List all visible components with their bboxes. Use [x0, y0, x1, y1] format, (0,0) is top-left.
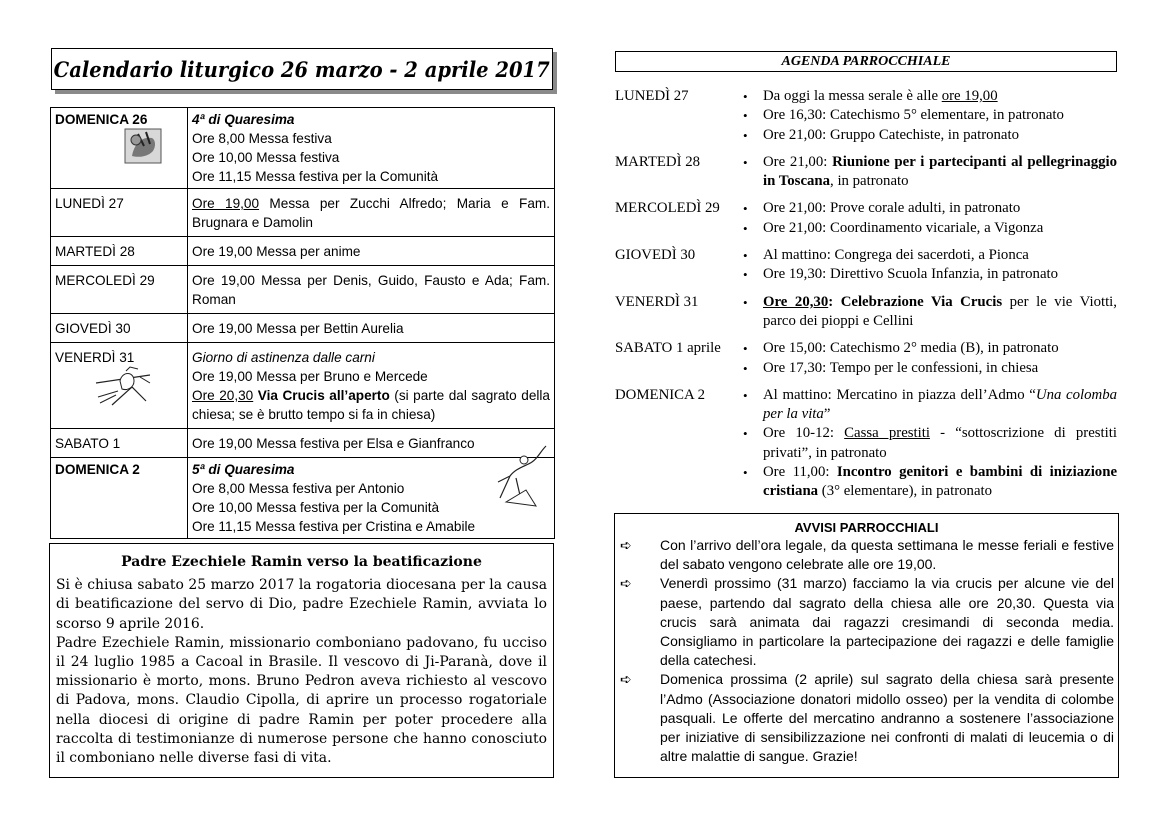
day-cell: GIOVEDÌ 30 — [51, 314, 188, 343]
arrow-icon: ➪ — [620, 671, 632, 688]
mass-time: Ore 19,00 — [192, 196, 260, 211]
mass-text: Messa per Zucchi Alfredo; Maria e Fam. Brugnara e Damolin — [192, 196, 550, 230]
agenda-day: MERCOLEDÌ 29 — [615, 200, 720, 217]
agenda-time: Ore 20,30 — [763, 293, 829, 310]
agenda-text: (3° elementare), in patronato — [818, 483, 993, 500]
agenda-text: Al mattino: Mercatino in piazza dell’Admo “ — [763, 386, 1036, 403]
agenda-item: • Ore 21,00: Gruppo Catechiste, in patronato — [763, 126, 1117, 145]
agenda-text: Ore 21,00: — [763, 153, 833, 170]
avvisi-title: AVVISI PARROCCHIALI — [794, 520, 939, 535]
mass-text: (si parte dal sagrato della chiesa; se è brutto tempo si fa in chiesa) — [192, 388, 550, 422]
agenda-item — [763, 153, 1117, 192]
mass-cell — [188, 108, 555, 189]
agenda-item — [763, 293, 1117, 332]
agenda-items — [735, 339, 1117, 378]
table-row — [51, 266, 555, 314]
mass-line: Ore 8,00 Messa festiva per Antonio — [192, 481, 405, 496]
agenda-day: SABATO 1 aprile — [615, 340, 721, 357]
day-cell: DOMENICA 26 — [51, 108, 188, 189]
agenda-items — [735, 87, 1117, 145]
agenda-text: ” — [823, 406, 831, 423]
article-paragraph: Padre Ezechiele Ramin, missionario comboniano padovano, fu ucciso il 24 luglio 1985 a Cacoal in Brasile. Il vescovo di Ji-Paranà, dove il missionario è morto, mons. Bruno Pedron aveva richiesto al vescovo di Padova, mons. Claudio Cipolla, di aprire un processo rogatoriale nella diocesi di origine di padre Ramin per poter procedere alla raccolta di testimonianze di numerose persone che hanno conosciuto il comboniano nelle diverse fasi di vita. — [56, 634, 547, 767]
agenda-text: Ore 10-12: — [763, 425, 845, 442]
agenda-item — [763, 463, 1117, 502]
agenda-day-row — [615, 293, 1117, 332]
agenda-item: • Ore 16,30: Catechismo 5° elementare, in patronato — [763, 106, 1117, 125]
agenda-item: • Ore 15,00: Catechismo 2° media (B), in patronato — [763, 339, 1117, 358]
agenda-item: • Al mattino: Congrega dei sacerdoti, a Pionca — [763, 246, 1117, 265]
table-row — [51, 343, 555, 429]
agenda-title: AGENDA PARROCCHIALE — [615, 51, 1117, 72]
table-row — [51, 108, 555, 189]
agenda-day: VENERDÌ 31 — [615, 293, 699, 310]
day-cell: SABATO 1 — [51, 429, 188, 458]
agenda-day-row — [615, 339, 1117, 378]
agenda-item — [763, 87, 1117, 106]
via-crucis-label: Via Crucis all’aperto — [257, 388, 390, 403]
mass-time: Ore 20,30 — [192, 388, 254, 403]
agenda-item: • Ore 21,00: Prove corale adulti, in patronato — [763, 199, 1117, 218]
agenda-item — [763, 386, 1117, 425]
mass-line: Ore 19,00 Messa per Bruno e Mercede — [192, 369, 428, 384]
agenda-text: Da oggi la messa serale è alle — [763, 88, 942, 104]
mass-line: Ore 8,00 Messa festiva — [192, 131, 332, 146]
calendar-title-box — [51, 48, 553, 90]
mass-heading: 4ª di Quaresima — [192, 112, 295, 127]
agenda-bold: Riunione per i partecipanti al pellegrinaggio in Toscana — [763, 153, 1117, 190]
avviso-text: Domenica prossima (2 aprile) sul sagrato della chiesa sarà presente l’Admo (Associazione donatori midollo osseo) per la vendita di colombe pasquali. Le offerte del mercatino andranno a sostenere l’associazione per iniziative di sensibilizzazione nei confronti di malati di leucemia o di altre malattie di sangue. Grazie! — [660, 671, 1114, 765]
mass-cell: Ore 19,00 Messa per Denis, Guido, Fausto e Ada; Fam. Roman — [188, 266, 555, 314]
table-row — [51, 237, 555, 266]
table-row — [51, 189, 555, 237]
agenda-day: LUNEDÌ 27 — [615, 88, 689, 104]
agenda-text: Ore 11,00: — [763, 464, 837, 481]
mass-cell — [188, 458, 555, 539]
agenda-item: • Ore 17,30: Tempo per le confessioni, in chiesa — [763, 359, 1117, 378]
avvisi-box — [614, 513, 1119, 778]
agenda-items — [735, 386, 1117, 502]
day-cell: MERCOLEDÌ 29 — [51, 266, 188, 314]
agenda-italic: Una colomba per la vita — [763, 386, 1117, 423]
arrow-icon: ➪ — [620, 575, 632, 592]
liturgy-table — [50, 107, 555, 539]
agenda-items — [735, 293, 1117, 332]
day-cell: MARTEDÌ 28 — [51, 237, 188, 266]
avviso-text: Con l’arrivo dell’ora legale, da questa settimana le messe feriali e festive del sabato vengono celebrate alle ore 19,00. — [660, 537, 1114, 573]
mass-line: Ore 10,00 Messa festiva per la Comunità — [192, 500, 440, 515]
day-cell: DOMENICA 2 — [51, 458, 188, 539]
mass-line: Ore 10,00 Messa festiva — [192, 150, 340, 165]
agenda-day-row — [615, 246, 1117, 285]
mass-cell — [188, 189, 555, 237]
day-cell: VENERDÌ 31 — [51, 343, 188, 429]
agenda-item: • Ore 19,30: Direttivo Scuola Infanzia, in patronato — [763, 265, 1117, 284]
ramin-article — [49, 543, 554, 778]
mass-heading: Giorno di astinenza dalle carni — [192, 350, 375, 365]
praying-figure-illustration — [124, 126, 164, 166]
arrow-icon: ➪ — [620, 537, 632, 553]
article-paragraph: Si è chiusa sabato 25 marzo 2017 la rogatoria diocesana per la causa di beatificazione del servo di Dio, padre Ezechiele Ramin, avviata lo scorso 9 aprile 2016. — [56, 577, 547, 632]
table-row — [51, 314, 555, 343]
mass-heading: 5ª di Quaresima — [192, 462, 295, 477]
avviso-item — [615, 574, 1118, 670]
agenda-items — [735, 199, 1117, 238]
agenda-day-row — [615, 153, 1117, 192]
agenda-underlined: Cassa prestiti — [844, 425, 930, 442]
agenda-text: - “sottoscrizione di prestiti privati”, in patronato — [763, 425, 1117, 461]
agenda-day-row — [615, 386, 1117, 502]
agenda-list — [615, 87, 1117, 510]
crucifixion-illustration — [92, 365, 156, 413]
avviso-item — [615, 670, 1118, 766]
avviso-item — [615, 536, 1118, 574]
mass-cell: Ore 19,00 Messa per anime — [188, 237, 555, 266]
mass-line — [192, 386, 550, 424]
avviso-text: Venerdì prossimo (31 marzo) facciamo la via crucis per alcune vie del paese, partendo dal sagrato della chiesa alle ore 20,30. Questa via crucis sarà animata dai ragazzi cresimandi di seconda media. Consigliamo in particolare la partecipazione dei ragazzi e delle famiglie della catechesi. — [660, 575, 1114, 669]
agenda-item — [763, 424, 1117, 463]
agenda-bold: Incontro genitori e bambini di iniziazione cristiana — [763, 464, 1118, 500]
agenda-items — [735, 246, 1117, 285]
mass-line: Ore 11,15 Messa festiva per la Comunità — [192, 169, 439, 184]
agenda-day-row — [615, 87, 1117, 145]
mass-cell: Ore 19,00 Messa festiva per Elsa e Gianfranco — [188, 429, 555, 458]
agenda-text: , in patronato — [830, 173, 909, 190]
jesus-figure-illustration — [486, 442, 554, 510]
agenda-time: ore 19,00 — [941, 88, 998, 104]
article-body — [50, 572, 553, 768]
mass-cell: Ore 19,00 Messa per Bettin Aurelia — [188, 314, 555, 343]
table-row — [51, 429, 555, 458]
agenda-items — [735, 153, 1117, 192]
agenda-day: MARTEDÌ 28 — [615, 153, 701, 170]
agenda-day-row — [615, 199, 1117, 238]
table-row — [51, 458, 555, 539]
agenda-text: per le vie Viotti, parco dei pioppi e Cellini — [763, 293, 1117, 329]
agenda-day: DOMENICA 2 — [615, 386, 706, 403]
article-title: Padre Ezechiele Ramin verso la beatificazione — [121, 554, 482, 570]
mass-line: Ore 11,15 Messa festiva per Cristina e Amabile — [192, 519, 476, 534]
calendar-title: Calendario liturgico 26 marzo - 2 aprile 2017 — [53, 56, 551, 82]
agenda-item: • Ore 21,00: Coordinamento vicariale, a Vigonza — [763, 219, 1117, 238]
agenda-day: GIOVEDÌ 30 — [615, 247, 696, 264]
day-cell: LUNEDÌ 27 — [51, 189, 188, 237]
mass-cell — [188, 343, 555, 429]
agenda-bold: : Celebrazione Via Crucis — [828, 293, 1003, 310]
